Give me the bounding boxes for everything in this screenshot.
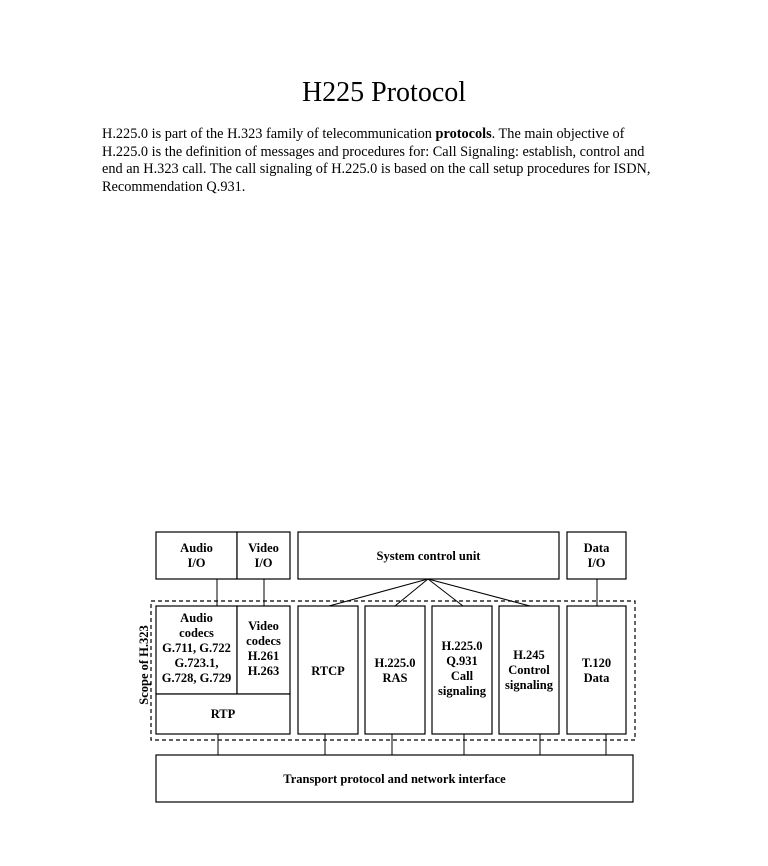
- paragraph-text-start: H.225.0 is part of the H.323 family of telecommunication: [102, 126, 436, 142]
- fan-connector: [329, 579, 428, 606]
- ras-label: H.225.0 RAS: [374, 656, 416, 685]
- fan-connector: [428, 579, 463, 606]
- paragraph-text-end: . The main objective of H.225.0 is the definition of messages and procedures for: Call Signaling: establish, control and end an H.323 call. The call signaling of H.225.0 is based on the call setup procedures for ISDN, Recommendation Q.931.: [102, 126, 651, 195]
- video-codecs-label: Video codecs H.261 H.263: [246, 619, 281, 678]
- video-io-label: Video I/O: [248, 541, 279, 570]
- rtp-label: RTP: [210, 707, 236, 721]
- ras-box: [365, 606, 425, 734]
- data-io-label: Data I/O: [583, 541, 610, 570]
- page-title: H225 Protocol: [301, 77, 467, 108]
- t120-data-box: [567, 606, 626, 734]
- paragraph-bold-term: protocols: [435, 126, 492, 142]
- t120-data-label: T.120 Data: [581, 656, 612, 685]
- rtcp-label: RTCP: [311, 664, 345, 678]
- audio-codecs-label: Audio codecs G.711, G.722 G.723.1, G.728, G.729: [161, 611, 232, 685]
- call-signaling-label: H.225.0 Q.931 Call signaling: [438, 639, 486, 698]
- system-control-unit-label: System control unit: [376, 549, 481, 563]
- audio-io-label: Audio I/O: [180, 541, 213, 570]
- transport-label: Transport protocol and network interface: [283, 772, 506, 786]
- scope-label: Scope of H.323: [137, 625, 151, 705]
- control-signaling-label: H.245 Control signaling: [505, 648, 553, 692]
- fan-connector: [428, 579, 530, 606]
